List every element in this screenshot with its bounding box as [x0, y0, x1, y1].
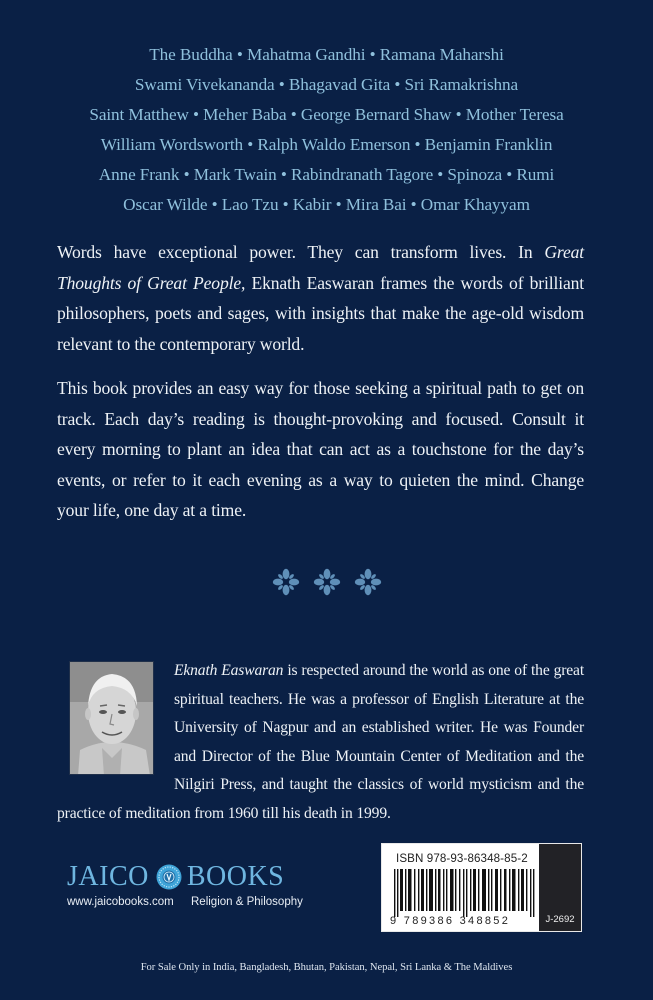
publisher-block — [67, 862, 303, 908]
publisher-name-right: BOOKS — [186, 861, 285, 892]
book-title: Great Thoughts of Great People, — [57, 242, 584, 293]
jaico-seal-icon — [156, 864, 182, 890]
names-line-1: The Buddha • Mahatma Gandhi • Ramana Maharshi — [149, 45, 504, 64]
description-paragraph-2: This book provides an easy way for those seeking a spiritual path to get on track. Each day’s reading is thought-provoking and focused. Consult it every morning to plant an idea that can act as a touchstone for the day’s events, or refer to it each evening as a way to quieten the mind. Change your life, one day at a time. — [57, 378, 584, 520]
names-line-2: Swami Vivekananda • Bhagavad Gita • Sri Ramakrishna — [134, 75, 519, 94]
photo-spacer — [57, 657, 174, 799]
names-line-3: Saint Matthew • Meher Baba • George Bernard Shaw • Mother Teresa — [89, 105, 564, 124]
isbn-barcode — [381, 843, 582, 932]
book-category: Religion & Philosophy — [191, 896, 303, 908]
section-divider — [0, 568, 653, 596]
sale-territory-notice: For Sale Only in India, Bangladesh, Bhutan, Pakistan, Nepal, Sri Lanka & The Maldives — [140, 962, 513, 973]
publisher-url[interactable]: www.jaicobooks.com — [67, 896, 174, 908]
names-line-4: William Wordsworth • Ralph Waldo Emerson • Benjamin Franklin — [100, 135, 553, 154]
author-bio — [57, 657, 584, 828]
flower-ornament-icon — [354, 568, 382, 596]
barcode-bars-icon — [394, 869, 539, 917]
para1-intro: Words have exceptional power. They can transform lives. In — [57, 242, 545, 262]
publisher-name-left: JAICO — [67, 861, 149, 892]
flower-ornament-icon — [313, 568, 341, 596]
isbn-label: ISBN 978-93-86348-85-2 — [396, 852, 528, 865]
description-paragraph-1 — [57, 237, 584, 359]
author-bio-text: is respected around the world as one of the great spiritual teachers. He was a professor of English Literature at the University of Nagpur and an established writer. He was Founder and Director of the Blue Mountain Center of Meditation and the Nilgiri Press, and taught the classics of world mysticism and the practice of meditation from 1960 till his death in 1999. — [57, 662, 584, 822]
featured-names-list — [0, 40, 653, 220]
publisher-logo — [67, 862, 303, 892]
author-name: Eknath Easwaran — [174, 662, 284, 679]
book-code: J-2692 — [545, 914, 575, 925]
barcode-digits: 9 789386 348852 — [390, 915, 511, 927]
names-line-6: Oscar Wilde • Lao Tzu • Kabir • Mira Bai • Omar Khayyam — [123, 195, 530, 214]
flower-ornament-icon — [272, 568, 300, 596]
names-line-5: Anne Frank • Mark Twain • Rabindranath Tagore • Spinoza • Rumi — [98, 165, 555, 184]
publisher-subline — [67, 896, 303, 908]
para1-rest: Eknath Easwaran frames the words of brilliant philosophers, poets and sages, with insights that make the age-old wisdom relevant to the contemporary world. — [57, 272, 584, 354]
